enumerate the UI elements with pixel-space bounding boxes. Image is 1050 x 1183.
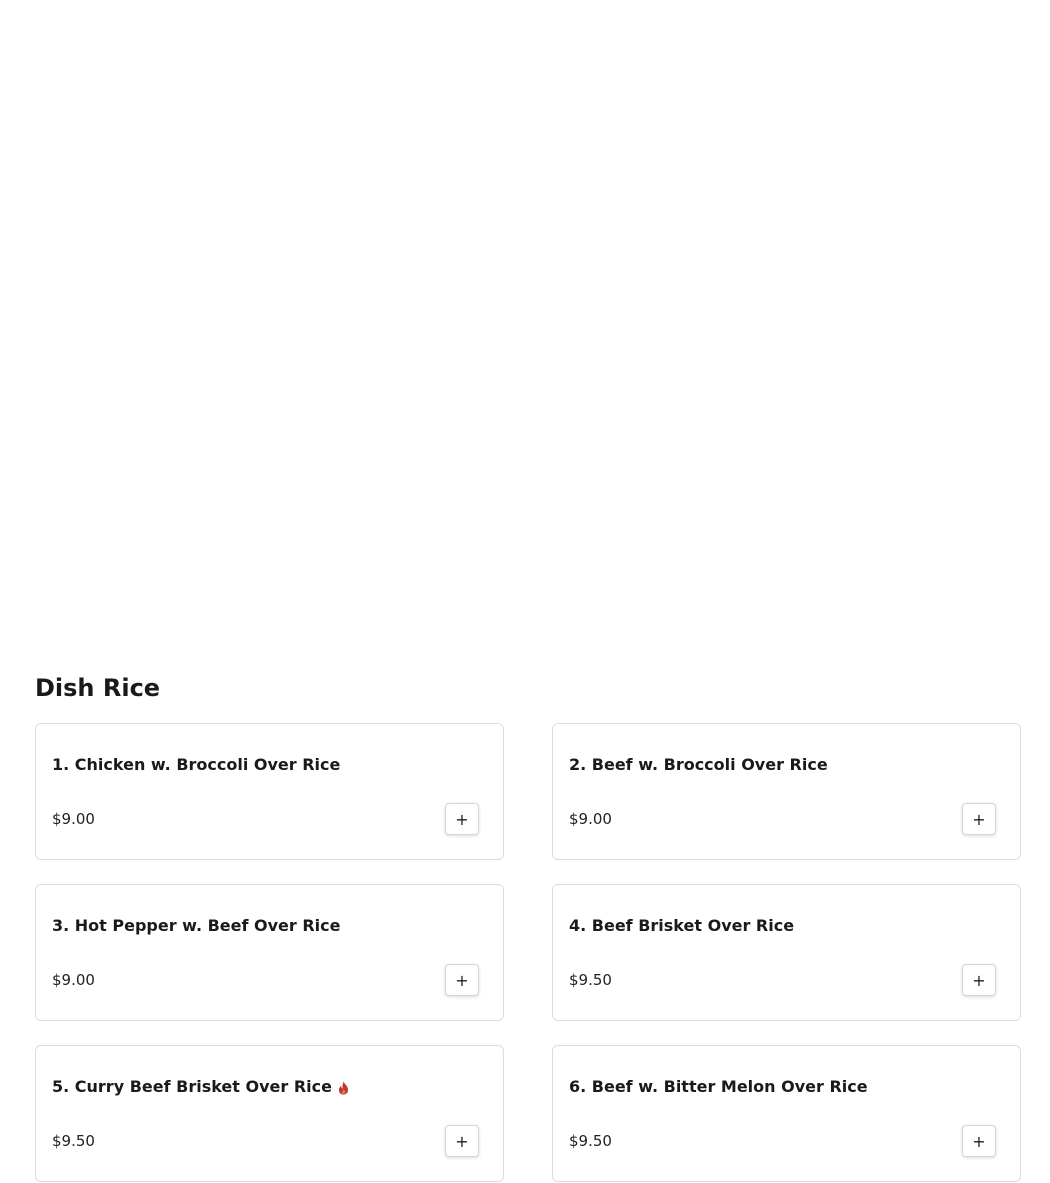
menu-item-name-text: 4. Beef Brisket Over Rice <box>569 916 795 935</box>
menu-item-name-text: 6. Beef w. Bitter Melon Over Rice <box>569 1077 868 1096</box>
menu-item-price: $9.00 <box>52 971 95 989</box>
menu-item-name <box>569 1077 868 1097</box>
spicy-icon <box>338 1080 349 1094</box>
menu-item-price: $9.50 <box>52 1132 95 1150</box>
menu-item-name <box>52 755 340 775</box>
menu-item-name <box>569 755 828 775</box>
menu-item-name <box>52 1077 349 1097</box>
menu-item-price: $9.00 <box>52 810 95 828</box>
menu-item-card[interactable] <box>35 1045 504 1182</box>
add-item-button[interactable]: + <box>445 803 479 835</box>
section-title: Dish Rice <box>35 674 161 702</box>
add-item-button[interactable]: + <box>962 803 996 835</box>
menu-section-dish-rice <box>35 671 1021 1151</box>
menu-item-name-text: 3. Hot Pepper w. Beef Over Rice <box>52 916 341 935</box>
menu-item-price: $9.50 <box>569 1132 612 1150</box>
add-item-button[interactable]: + <box>962 1125 996 1157</box>
menu-item-card[interactable] <box>552 723 1021 860</box>
add-item-button[interactable]: + <box>445 964 479 996</box>
menu-item-name <box>569 916 794 936</box>
menu-item-name-text: 2. Beef w. Broccoli Over Rice <box>569 755 828 774</box>
menu-item-card[interactable] <box>552 884 1021 1021</box>
menu-item-grid <box>35 723 1021 1182</box>
menu-item-card[interactable] <box>35 723 504 860</box>
add-item-button[interactable]: + <box>445 1125 479 1157</box>
menu-item-card[interactable] <box>35 884 504 1021</box>
menu-item-name-text: 1. Chicken w. Broccoli Over Rice <box>52 755 341 774</box>
add-item-button[interactable]: + <box>962 964 996 996</box>
menu-item-name <box>52 916 341 936</box>
menu-item-price: $9.00 <box>569 810 612 828</box>
menu-item-card[interactable] <box>552 1045 1021 1182</box>
menu-item-price: $9.50 <box>569 971 612 989</box>
menu-item-name-text: 5. Curry Beef Brisket Over Rice <box>52 1077 332 1096</box>
